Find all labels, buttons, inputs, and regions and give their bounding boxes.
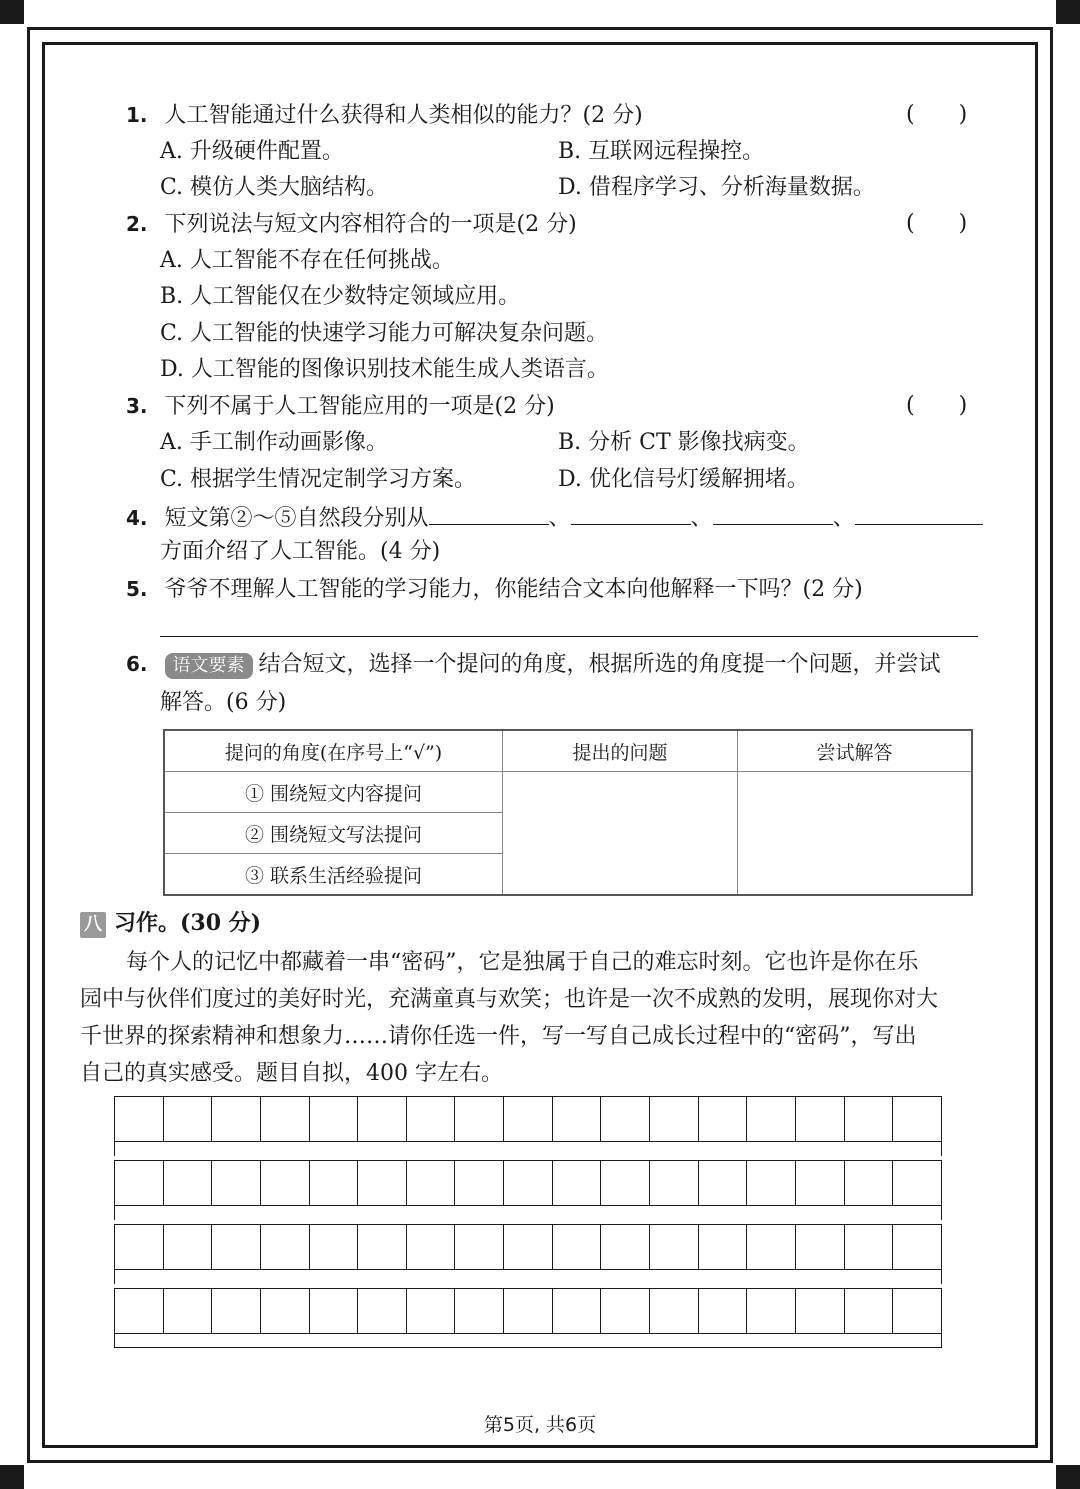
table-row-angle-1[interactable]: ① 围绕短文内容提问 (164, 772, 503, 813)
option-2d: D. 人工智能的图像识别技术能生成人类语言。 (160, 357, 609, 382)
section-8-heading: 八 习作。(30 分) (80, 908, 261, 938)
corner-mark-bottom-left (0, 1465, 24, 1489)
corner-mark-top-right (1056, 0, 1080, 24)
question-6-cont: 解答。(6 分) (160, 690, 287, 715)
answer-line-5[interactable] (160, 636, 978, 637)
fill-blank-3[interactable] (713, 502, 833, 525)
grid-row[interactable] (114, 1224, 942, 1270)
table-header-question: 提出的问题 (503, 730, 738, 772)
writing-grid[interactable] (114, 1096, 942, 1348)
page-footer: 第5页, 共6页 (483, 1414, 597, 1436)
corner-mark-top-left (0, 0, 24, 24)
fill-blank-2[interactable] (571, 502, 691, 525)
table-row-angle-3[interactable]: ③ 联系生活经验提问 (164, 854, 503, 896)
question-5: 5. 爷爷不理解人工智能的学习能力，你能结合文本向他解释一下吗？(2 分) (126, 577, 863, 602)
option-2b: B. 人工智能仅在少数特定领域应用。 (160, 284, 521, 309)
table-row-angle-2[interactable]: ② 围绕短文写法提问 (164, 813, 503, 854)
option-1a: A. 升级硬件配置。 (160, 139, 344, 164)
grid-row[interactable] (114, 1288, 942, 1334)
essay-prompt: 每个人的记忆中都藏着一串“密码”，它是独属于自己的难忘时刻。它也许是你在乐 园中与伙伴们度过的美好时光，充满童真与欢笑；也许是一次不成熟的发明，展现你对大 千世界的探索精神和想象力……请你任选一件，写一写自己成长过程中的“密码”，写出 自己的真实感受。题目自拟，400 字左右。 (80, 950, 939, 1086)
question-2: 2. 下列说法与短文内容相符合的一项是(2 分) (126, 212, 577, 237)
table-header-angle: 提问的角度(在序号上“√”) (164, 730, 503, 772)
question-6: 6. 语文要素 结合短文，选择一个提问的角度，根据所选的角度提一个问题，并尝试 (126, 652, 941, 677)
answer-paren-3[interactable]: ( ) (906, 393, 968, 418)
question-4: 4. 短文第②～⑤自然段分别从 、 、 、 (126, 502, 983, 534)
badge-yuwen-yaosu: 语文要素 (165, 653, 253, 679)
option-3d: D. 优化信号灯缓解拥堵。 (558, 467, 809, 492)
question-3: 3. 下列不属于人工智能应用的一项是(2 分) (126, 394, 555, 419)
answer-paren-2[interactable]: ( ) (906, 211, 968, 236)
corner-mark-bottom-right (1056, 1465, 1080, 1489)
answer-paren-1[interactable]: ( ) (906, 102, 968, 127)
option-2a: A. 人工智能不存在任何挑战。 (160, 248, 454, 273)
fill-blank-4[interactable] (855, 502, 983, 525)
grid-row[interactable] (114, 1096, 942, 1142)
fill-blank-1[interactable] (429, 502, 549, 525)
question-1: 1. 人工智能通过什么获得和人类相似的能力？(2 分) (126, 103, 643, 128)
question-4-cont: 方面介绍了人工智能。(4 分) (160, 539, 441, 564)
option-2c: C. 人工智能的快速学习能力可解决复杂问题。 (160, 321, 609, 346)
option-1d: D. 借程序学习、分析海量数据。 (558, 175, 875, 200)
section-number-mark: 八 (80, 912, 106, 938)
table-header-answer: 尝试解答 (738, 730, 973, 772)
option-3a: A. 手工制作动画影像。 (160, 430, 388, 455)
option-1c: C. 模仿人类大脑结构。 (160, 175, 389, 200)
grid-row[interactable] (114, 1160, 942, 1206)
attempt-answer-cell[interactable] (738, 772, 973, 896)
option-3b: B. 分析 CT 影像找病变。 (558, 430, 810, 455)
question-answer-cell[interactable] (503, 772, 738, 896)
option-3c: C. 根据学生情况定制学习方案。 (160, 467, 477, 492)
option-1b: B. 互联网远程操控。 (558, 139, 765, 164)
question-table (163, 729, 973, 896)
